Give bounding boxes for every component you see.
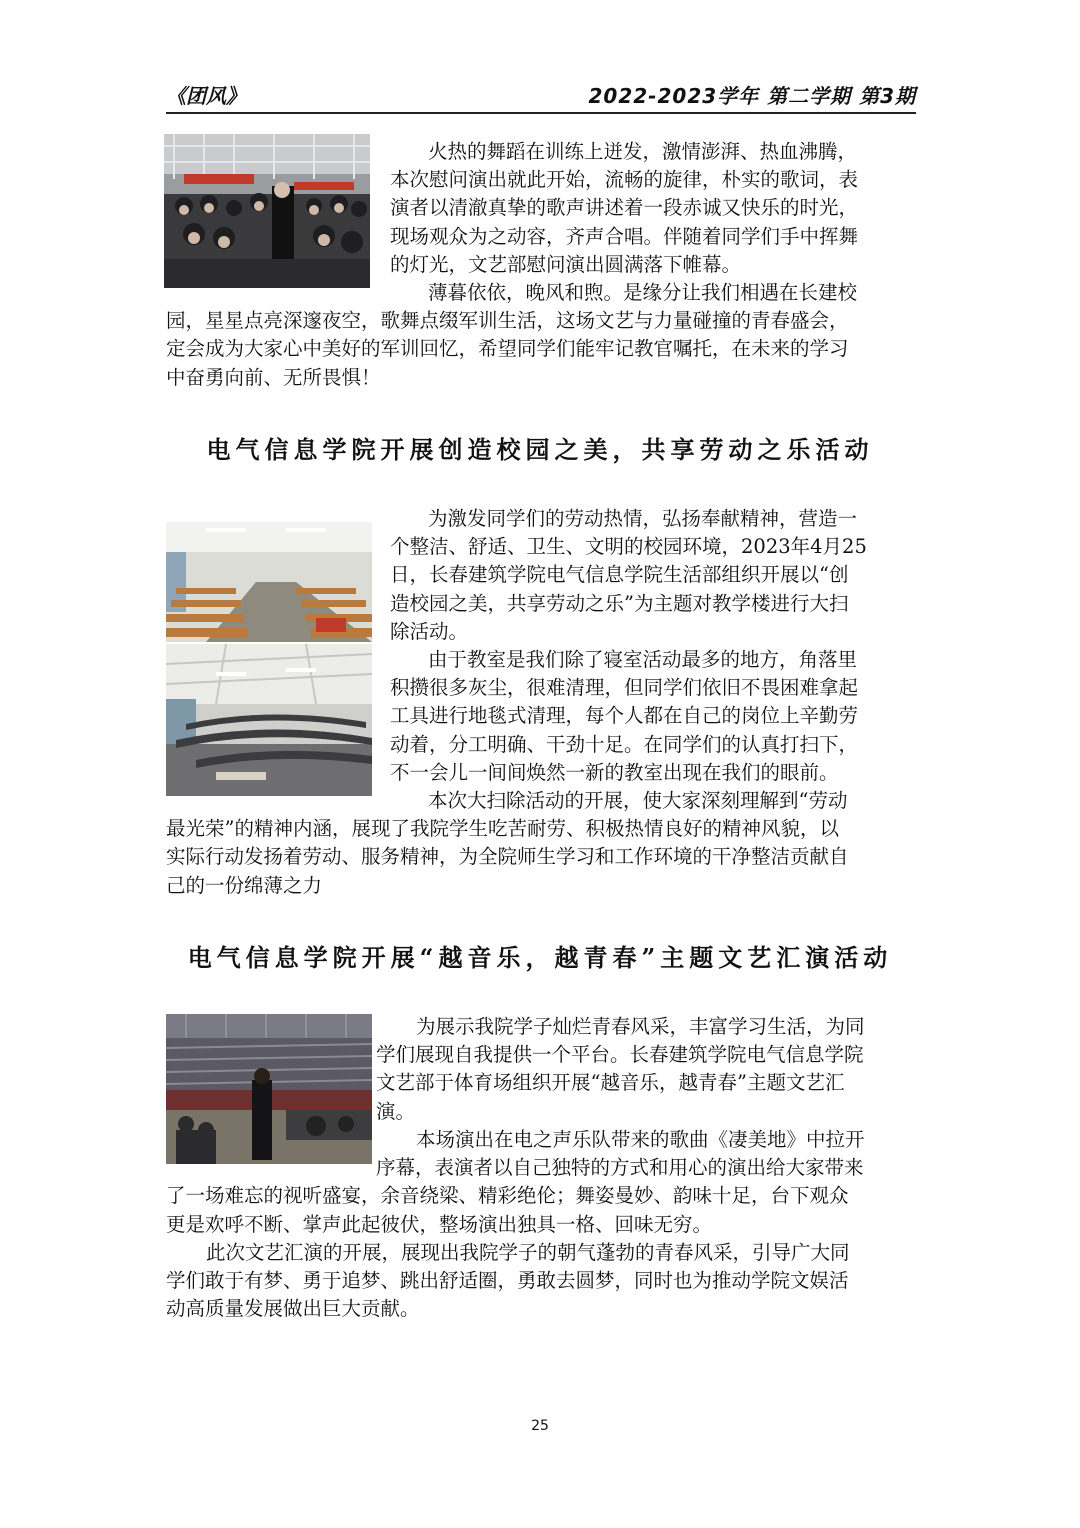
text-line: 积攒很多灰尘，很难清理，但同学们依旧不畏困难拿起 [390, 676, 859, 700]
text-line: 为激发同学们的劳动热情，弘扬奉献精神，营造一 [428, 507, 858, 530]
text-line: 工具进行地毯式清理，每个人都在自己的岗位上辛勤劳 [390, 704, 859, 728]
text-line: 己的一份绵薄之力 [166, 873, 323, 897]
text-line: 本次慰问演出就此开始，流畅的旋律，朴实的歌词，表 [390, 168, 859, 192]
text-line: 的灯光，文艺部慰问演出圆满落下帷幕。 [390, 252, 742, 276]
page-header [166, 80, 916, 110]
text-line: 现场观众为之动容，齐声合唱。伴随着同学们手中挥舞 [390, 224, 859, 248]
text-line: 本次大扫除活动的开展，使大家深刻理解到“劳动 [428, 789, 848, 812]
text-line: 本场演出在电之声乐队带来的歌曲《凄美地》中拉开 [416, 1128, 865, 1151]
article2-paragraph-2 [390, 646, 916, 787]
classroom-photo-1 [166, 522, 372, 642]
article2-title: 电气信息学院开展创造校园之美，共享劳动之乐活动 [206, 435, 874, 464]
article3-paragraph-2 [166, 1126, 916, 1239]
text-line: 由于教室是我们除了寝室活动最多的地方，角落里 [428, 648, 858, 671]
text-line: 中奋勇向前、无所畏惧！ [166, 365, 381, 389]
text-line: 不一会儿一间间焕然一新的教室出现在我们的眼前。 [390, 760, 839, 784]
article2-paragraph-1 [390, 505, 916, 646]
issue-info: 2022-2023学年 第二学期 第3期 [588, 84, 916, 108]
text-line: 演。 [376, 1099, 416, 1123]
text-line: 为展示我院学子灿烂青春风采，丰富学习生活，为同 [416, 1015, 865, 1038]
text-line: 演者以清澈真挚的歌声讲述着一段赤诚又快乐的时光， [390, 196, 859, 220]
classroom-photo-2 [166, 644, 372, 796]
text-line: 火热的舞蹈在训练上迸发，激情澎湃、热血沸腾， [428, 140, 858, 163]
text-line: 动着，分工明确、干劲十足。在同学们的认真打扫下， [390, 732, 859, 756]
article1-paragraph-1 [390, 138, 916, 279]
text-line: 文艺部于体育场组织开展“越音乐，越青春”主题文艺汇 [376, 1071, 845, 1095]
text-line: 更是欢呼不断、掌声此起彼伏，整场演出独具一格、回味无穷。 [166, 1212, 713, 1236]
header-divider [166, 112, 916, 114]
article2-paragraph-3 [166, 787, 916, 900]
text-line: 学们敢于有梦、勇于追梦、跳出舒适圈，勇敢去圆梦，同时也为推动学院文娱活 [166, 1269, 849, 1293]
text-line: 了一场难忘的视听盛宴，余音绕梁、精彩绝伦；舞姿曼妙、韵味十足，台下观众 [166, 1184, 849, 1208]
text-line: 除活动。 [390, 619, 469, 643]
text-line: 最光荣”的精神内涵，展现了我院学生吃苦耐劳、积极热情良好的精神风貌，以 [166, 817, 839, 841]
text-line: 此次文艺汇演的开展，展现出我院学子的朝气蓬勃的青春风采，引导广大同 [206, 1241, 850, 1264]
text-line: 园，星星点亮深邃夜空，歌舞点缀军训生活，这场文艺与力量碰撞的青春盛会， [166, 309, 849, 333]
text-line: 定会成为大家心中美好的军训回忆，希望同学们能牢记教官嘱托，在未来的学习 [166, 337, 849, 361]
journal-name: 《团风》 [166, 84, 246, 108]
text-line: 造校园之美，共享劳动之乐”为主题对教学楼进行大扫 [390, 591, 849, 615]
text-line: 序幕，表演者以自己独特的方式和用心的演出给大家带来 [376, 1156, 864, 1180]
article1-paragraph-2 [166, 279, 916, 392]
text-line: 实际行动发扬着劳动、服务精神，为全院师生学习和工作环境的干净整洁贡献自 [166, 845, 849, 869]
article3-title: 电气信息学院开展“越音乐，越青春”主题文艺汇演活动 [187, 943, 893, 972]
article3-paragraph-1 [376, 1013, 916, 1126]
page-number: 25 [531, 1418, 549, 1434]
text-line: 个整洁、舒适、卫生、文明的校园环境，2023年4月25 [390, 535, 867, 559]
text-line: 动高质量发展做出巨大贡献。 [166, 1297, 420, 1321]
text-line: 薄暮依依，晚风和煦。是缘分让我们相遇在长建校 [428, 281, 858, 304]
article3-paragraph-3 [166, 1239, 916, 1324]
concert-crowd-photo [164, 134, 370, 288]
text-line: 学们展现自我提供一个平台。长春建筑学院电气信息学院 [376, 1043, 864, 1067]
text-line: 日，长春建筑学院电气信息学院生活部组织开展以“创 [390, 563, 849, 587]
